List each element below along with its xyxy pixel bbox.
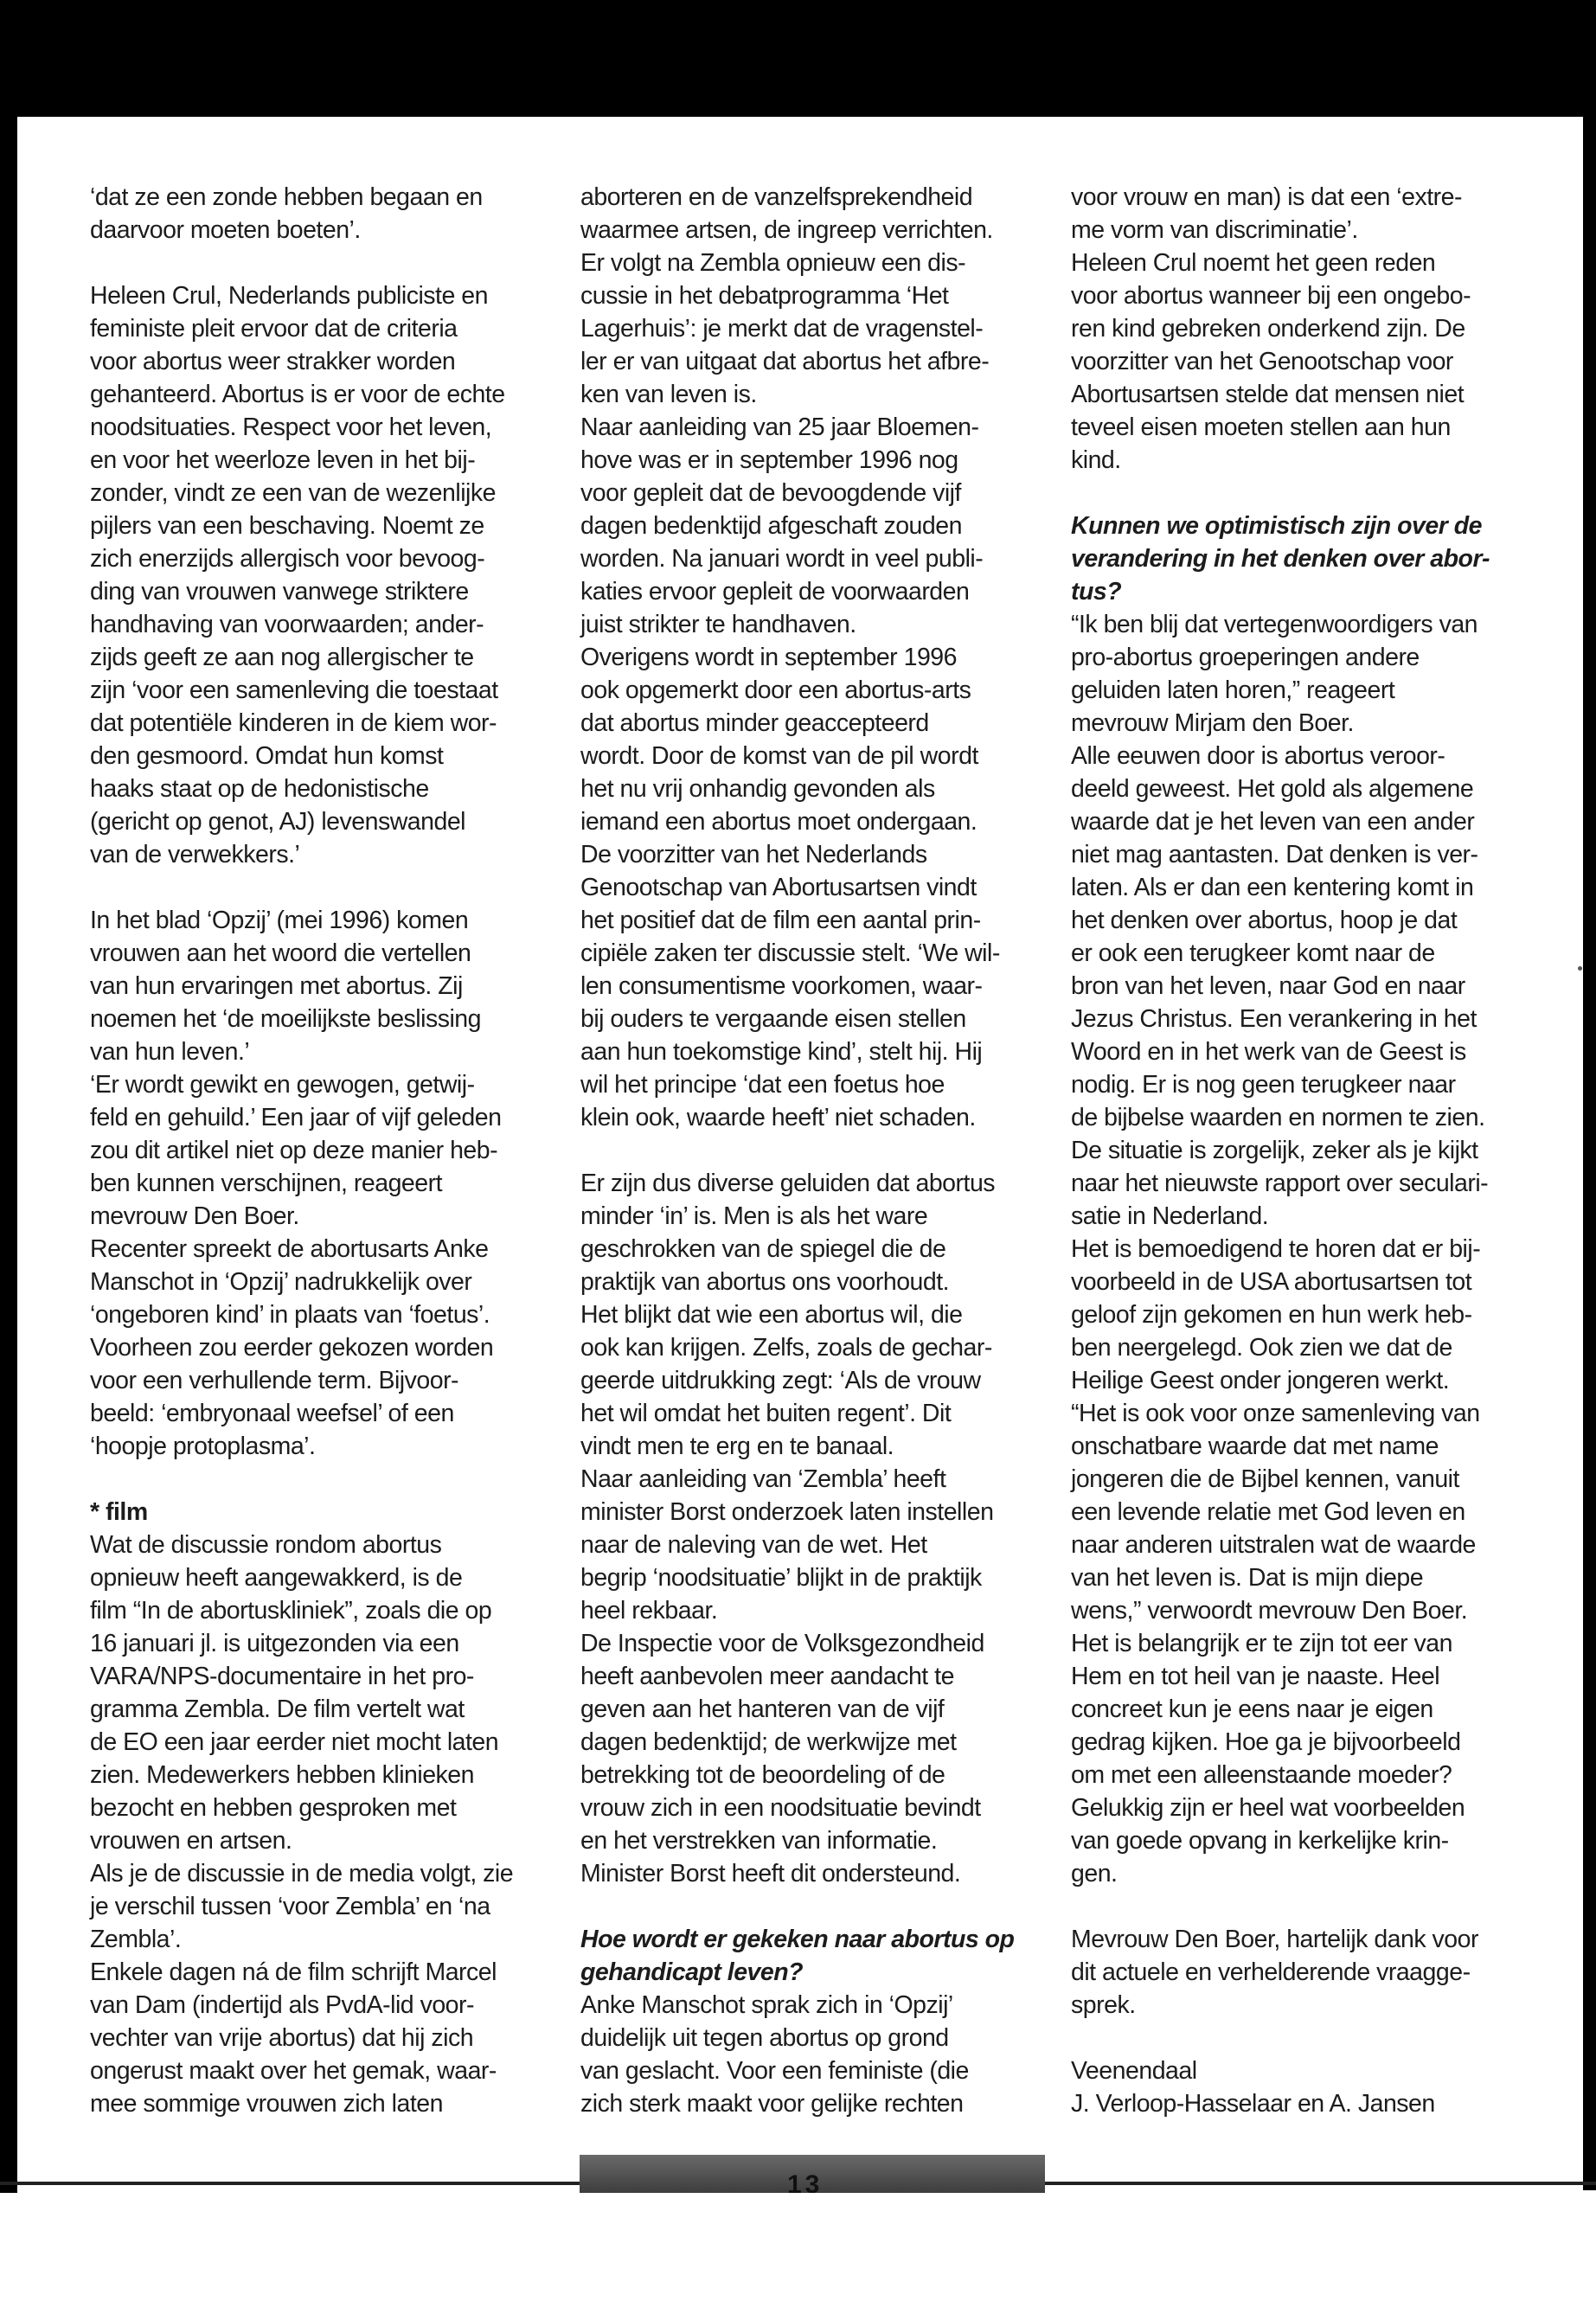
text-line: ‘Er wordt gewikt en gewogen, getwij- [90, 1071, 475, 1099]
text-line: heel rekbaar. [580, 1597, 718, 1625]
text-line: hove was er in september 1996 nog [580, 446, 958, 474]
paragraph-gap [1071, 477, 1545, 510]
text-line: Voorheen zou eerder gekozen worden [90, 1334, 494, 1362]
text-line: zonder, vindt ze een van de wezenlijke [90, 479, 496, 507]
text-column-3 [1071, 181, 1545, 2120]
text-line: waarde dat je het leven van een ander [1071, 808, 1475, 836]
text-line: begrip ‘noodsituatie’ blijkt in de praktijk [580, 1564, 982, 1592]
text-line: jongeren die de Bijbel kennen, vanuit [1071, 1465, 1459, 1493]
text-line: van goede opvang in kerkelijke krin- [1071, 1827, 1449, 1855]
text-line: dagen bedenktijd afgeschaft zouden [580, 512, 962, 540]
text-column-1 [90, 181, 564, 2120]
text-line: den gesmoord. Omdat hun komst [90, 742, 444, 770]
text-line: “Ik ben blij dat vertegenwoordigers van [1071, 611, 1478, 638]
text-line: om met een alleenstaande moeder? [1071, 1761, 1452, 1789]
text-column-2 [580, 181, 1054, 2120]
text-line: Overigens wordt in september 1996 [580, 644, 957, 671]
text-line: geerde uitdrukking zegt: ‘Als de vrouw [580, 1367, 981, 1394]
text-line: ‘ongeboren kind’ in plaats van ‘foetus’. [90, 1301, 490, 1329]
text-line: cussie in het debatprogramma ‘Het [580, 282, 949, 310]
text-line: dagen bedenktijd; de werkwijze met [580, 1728, 957, 1756]
text-line: len consumentisme voorkomen, waar- [580, 972, 983, 1000]
text-line: dat abortus minder geaccepteerd [580, 709, 929, 737]
text-line: ‘dat ze een zonde hebben begaan en [90, 183, 483, 211]
text-line: Genootschap van Abortusartsen vindt [580, 874, 977, 901]
text-line: naar het nieuwste rapport over seculari- [1071, 1170, 1489, 1197]
text-line: * film [90, 1498, 148, 1526]
text-line: ben neergelegd. Ook zien we dat de [1071, 1334, 1452, 1362]
text-line: van Dam (indertijd als PvdA-lid voor- [90, 1991, 474, 2019]
text-line: Zembla’. [90, 1926, 182, 1953]
text-line: deeld geweest. Het gold als algemene [1071, 775, 1474, 803]
text-line: ding van vrouwen vanwege striktere [90, 578, 469, 606]
text-line: gedrag kijken. Hoe ga je bijvoorbeeld [1071, 1728, 1461, 1756]
text-line: voor abortus weer strakker worden [90, 348, 456, 375]
text-line: Wat de discussie rondom abortus [90, 1531, 442, 1559]
text-line: Het is belangrijk er te zijn tot eer van [1071, 1630, 1452, 1657]
text-line: me vorm van discriminatie’. [1071, 216, 1358, 244]
text-line: wordt. Door de komst van de pil wordt [580, 742, 978, 770]
text-line: Abortusartsen stelde dat mensen niet [1071, 381, 1465, 408]
text-line: iemand een abortus moet ondergaan. [580, 808, 977, 836]
text-line: van het leven is. Dat is mijn diepe [1071, 1564, 1424, 1592]
text-line: Woord en in het werk van de Geest is [1071, 1038, 1466, 1066]
page-number: 13 [787, 2170, 824, 2193]
scan-top-border [0, 0, 1596, 117]
text-line: opnieuw heeft aangewakkerd, is de [90, 1564, 463, 1592]
text-line: Het blijkt dat wie een abortus wil, die [580, 1301, 963, 1329]
text-line: Naar aanleiding van 25 jaar Bloemen- [580, 413, 979, 441]
text-line: handhaving van voorwaarden; ander- [90, 611, 484, 638]
paragraph-gap [580, 1890, 1054, 1923]
text-line: mevrouw Mirjam den Boer. [1071, 709, 1354, 737]
text-line: bron van het leven, naar God en naar [1071, 972, 1465, 1000]
text-line: Hem en tot heil van je naaste. Heel [1071, 1663, 1440, 1690]
text-line: minder ‘in’ is. Men is als het ware [580, 1202, 928, 1230]
text-line: teveel eisen moeten stellen aan hun [1071, 413, 1451, 441]
magazine-page [17, 117, 1583, 2193]
text-line: Heilige Geest onder jongeren werkt. [1071, 1367, 1450, 1394]
text-line: niet mag aantasten. Dat denken is ver- [1071, 841, 1478, 868]
paragraph-gap [90, 1463, 564, 1496]
text-line: naar de naleving van de wet. Het [580, 1531, 927, 1559]
paragraph-gap [90, 247, 564, 279]
text-line: het positief dat de film een aantal prin- [580, 907, 981, 934]
text-line: mee sommige vrouwen zich laten [90, 2090, 443, 2118]
text-line: beeld: ‘embryonaal weefsel’ of een [90, 1400, 454, 1427]
text-line: zou dit artikel niet op deze manier heb- [90, 1137, 498, 1164]
text-line: feld en gehuild.’ Een jaar of vijf geleden [90, 1104, 502, 1131]
text-line: juist strikter te handhaven. [580, 611, 856, 638]
text-line: Heleen Crul, Nederlands publiciste en [90, 282, 488, 310]
text-line: er ook een terugkeer komt naar de [1071, 939, 1435, 967]
text-line: Naar aanleiding van ‘Zembla’ heeft [580, 1465, 946, 1493]
text-line: gehandicapt leven? [580, 1958, 804, 1986]
text-line: tus? [1071, 578, 1122, 606]
text-line: Mevrouw Den Boer, hartelijk dank voor [1071, 1926, 1478, 1953]
text-line: geloof zijn gekomen en hun werk heb- [1071, 1301, 1472, 1329]
text-line: 16 januari jl. is uitgezonden via een [90, 1630, 459, 1657]
text-line: Kunnen we optimistisch zijn over de [1071, 512, 1482, 540]
text-line: cipiële zaken ter discussie stelt. ‘We wil- [580, 939, 1000, 967]
text-line: en voor het weerloze leven in het bij- [90, 446, 476, 474]
text-line: Alle eeuwen door is abortus veroor- [1071, 742, 1445, 770]
text-line: Manschot in ‘Opzij’ nadrukkelijk over [90, 1268, 472, 1296]
text-line: vrouw zich in een noodsituatie bevindt [580, 1794, 981, 1822]
text-line: geluiden laten horen,” reageert [1071, 676, 1395, 704]
text-line: katies ervoor gepleit de voorwaarden [580, 578, 970, 606]
text-line: Als je de discussie in de media volgt, zie [90, 1860, 514, 1888]
text-line: voor abortus wanneer bij een ongebo- [1071, 282, 1471, 310]
text-line: ongerust maakt over het gemak, waar- [90, 2057, 497, 2085]
text-line: het nu vrij onhandig gevonden als [580, 775, 935, 803]
text-line: Recenter spreekt de abortusarts Anke [90, 1235, 489, 1263]
text-line: de bijbelse waarden en normen te zien. [1071, 1104, 1485, 1131]
text-line: verandering in het denken over abor- [1071, 545, 1490, 573]
text-line: Enkele dagen ná de film schrijft Marcel [90, 1958, 497, 1986]
text-line: minister Borst onderzoek laten instellen [580, 1498, 994, 1526]
text-line: heeft aanbevolen meer aandacht te [580, 1663, 954, 1690]
text-line: “Het is ook voor onze samenleving van [1071, 1400, 1480, 1427]
text-line: noemen het ‘de moeilijkste beslissing [90, 1005, 482, 1033]
text-line: mevrouw Den Boer. [90, 1202, 299, 1230]
text-line: naar anderen uitstralen wat de waarde [1071, 1531, 1476, 1559]
text-line: ook opgemerkt door een abortus-arts [580, 676, 971, 704]
text-line: zijn ‘voor een samenleving die toestaat [90, 676, 498, 704]
text-line: Veenendaal [1071, 2057, 1197, 2085]
text-line: het denken over abortus, hoop je dat [1071, 907, 1458, 934]
text-line: daarvoor moeten boeten’. [90, 216, 361, 244]
text-line: Er zijn dus diverse geluiden dat abortus [580, 1170, 996, 1197]
text-line: voor gepleit dat de bevoogdende vijf [580, 479, 961, 507]
text-line: Lagerhuis’: je merkt dat de vragenstel- [580, 315, 984, 343]
text-line: het wil omdat het buiten regent’. Dit [580, 1400, 952, 1427]
text-line: van de verwekkers.’ [90, 841, 300, 868]
text-line: haaks staat op de hedonistische [90, 775, 429, 803]
text-line: wens,” verwoordt mevrouw Den Boer. [1071, 1597, 1468, 1625]
text-line: sprek. [1071, 1991, 1136, 2019]
text-line: De situatie is zorgelijk, zeker als je kijkt [1071, 1137, 1478, 1164]
text-line: film “In de abortuskliniek”, zoals die op [90, 1597, 492, 1625]
text-line: je verschil tussen ‘voor Zembla’ en ‘na [90, 1893, 490, 1920]
text-line: gehanteerd. Abortus is er voor de echte [90, 381, 505, 408]
page-number-bar [580, 2155, 1045, 2193]
text-line: Heleen Crul noemt het geen reden [1071, 249, 1436, 277]
text-line: vechter van vrije abortus) dat hij zich [90, 2024, 474, 2052]
text-line: voorbeeld in de USA abortusartsen tot [1071, 1268, 1472, 1296]
text-line: aborteren en de vanzelfsprekendheid [580, 183, 973, 211]
text-line: concreet kun je eens naar je eigen [1071, 1695, 1433, 1723]
text-line: van hun ervaringen met abortus. Zij [90, 972, 463, 1000]
text-line: pro-abortus groeperingen andere [1071, 644, 1420, 671]
text-line: geven aan het hanteren van de vijf [580, 1695, 945, 1723]
scan-left-border [0, 117, 17, 2193]
text-line: vrouwen aan het woord die vertellen [90, 939, 471, 967]
text-line: een levende relatie met God leven en [1071, 1498, 1465, 1526]
text-line: wil het principe ‘dat een foetus hoe [580, 1071, 945, 1099]
text-line: vrouwen en artsen. [90, 1827, 292, 1855]
text-line: laten. Als er dan een kentering komt in [1071, 874, 1474, 901]
text-line: voor een verhullende term. Bijvoor- [90, 1367, 459, 1394]
text-line: voor vrouw en man) is dat een ‘extre- [1071, 183, 1462, 211]
text-line: noodsituaties. Respect voor het leven, [90, 413, 492, 441]
text-line: ‘hoopje protoplasma’. [90, 1433, 316, 1460]
text-line: van geslacht. Voor een feministe (die [580, 2057, 969, 2085]
text-line: dat potentiële kinderen in de kiem wor- [90, 709, 497, 737]
text-line: ren kind gebreken onderkend zijn. De [1071, 315, 1465, 343]
text-line: van hun leven.’ [90, 1038, 250, 1066]
text-line: VARA/NPS-documentaire in het pro- [90, 1663, 474, 1690]
text-line: In het blad ‘Opzij’ (mei 1996) komen [90, 907, 469, 934]
paragraph-gap [90, 871, 564, 904]
text-line: J. Verloop-Hasselaar en A. Jansen [1071, 2090, 1435, 2118]
paragraph-gap [1071, 2022, 1545, 2054]
text-line: De Inspectie voor de Volksgezondheid [580, 1630, 984, 1657]
text-line: pijlers van een beschaving. Noemt ze [90, 512, 484, 540]
text-line: de EO een jaar eerder niet mocht laten [90, 1728, 499, 1756]
text-line: vindt men te erg en te banaal. [580, 1433, 894, 1460]
text-line: Het is bemoedigend te horen dat er bij- [1071, 1235, 1481, 1263]
paragraph-gap [1071, 1890, 1545, 1923]
text-line: feministe pleit ervoor dat de criteria [90, 315, 458, 343]
scan-speck [1578, 966, 1582, 971]
scan-right-border [1583, 114, 1596, 2190]
text-line: bezocht en hebben gesproken met [90, 1794, 457, 1822]
text-line: dit actuele en verhelderende vraagge- [1071, 1958, 1471, 1986]
text-line: praktijk van abortus ons voorhoudt. [580, 1268, 950, 1296]
text-line: bij ouders te vergaande eisen stellen [580, 1005, 966, 1033]
text-line: zich sterk maakt voor gelijke rechten [580, 2090, 964, 2118]
text-line: geschrokken van de spiegel die de [580, 1235, 946, 1263]
text-line: gen. [1071, 1860, 1118, 1888]
text-line: zich enerzijds allergisch voor bevoog- [90, 545, 485, 573]
text-line: zien. Medewerkers hebben klinieken [90, 1761, 475, 1789]
text-line: worden. Na januari wordt in veel publi- [580, 545, 984, 573]
text-line: onschatbare waarde dat met name [1071, 1433, 1439, 1460]
text-line: betrekking tot de beoordeling of de [580, 1761, 945, 1789]
text-line: De voorzitter van het Nederlands [580, 841, 927, 868]
text-line: nodig. Er is nog geen terugkeer naar [1071, 1071, 1456, 1099]
text-line: ken van leven is. [580, 381, 757, 408]
text-line: voorzitter van het Genootschap voor [1071, 348, 1453, 375]
text-line: Hoe wordt er gekeken naar abortus op [580, 1926, 1015, 1953]
paragraph-gap [580, 1134, 1054, 1167]
text-line: waarmee artsen, de ingreep verrichten. [580, 216, 993, 244]
text-line: zijds geeft ze aan nog allergischer te [90, 644, 474, 671]
text-line: en het verstrekken van informatie. [580, 1827, 938, 1855]
text-line: ben kunnen verschijnen, reageert [90, 1170, 443, 1197]
text-line: klein ook, waarde heeft’ niet schaden. [580, 1104, 976, 1131]
text-line: satie in Nederland. [1071, 1202, 1269, 1230]
text-line: Minister Borst heeft dit ondersteund. [580, 1860, 961, 1888]
text-line: kind. [1071, 446, 1121, 474]
text-line: Anke Manschot sprak zich in ‘Opzij’ [580, 1991, 953, 2019]
text-line: Gelukkig zijn er heel wat voorbeelden [1071, 1794, 1465, 1822]
text-line: ook kan krijgen. Zelfs, zoals de gechar- [580, 1334, 992, 1362]
text-line: duidelijk uit tegen abortus op grond [580, 2024, 949, 2052]
text-line: gramma Zembla. De film vertelt wat [90, 1695, 465, 1723]
text-line: ler er van uitgaat dat abortus het afbre- [580, 348, 990, 375]
text-line: (gericht op genot, AJ) levenswandel [90, 808, 466, 836]
text-line: aan hun toekomstige kind’, stelt hij. Hij [580, 1038, 983, 1066]
text-line: Jezus Christus. Een verankering in het [1071, 1005, 1477, 1033]
text-line: Er volgt na Zembla opnieuw een dis- [580, 249, 966, 277]
